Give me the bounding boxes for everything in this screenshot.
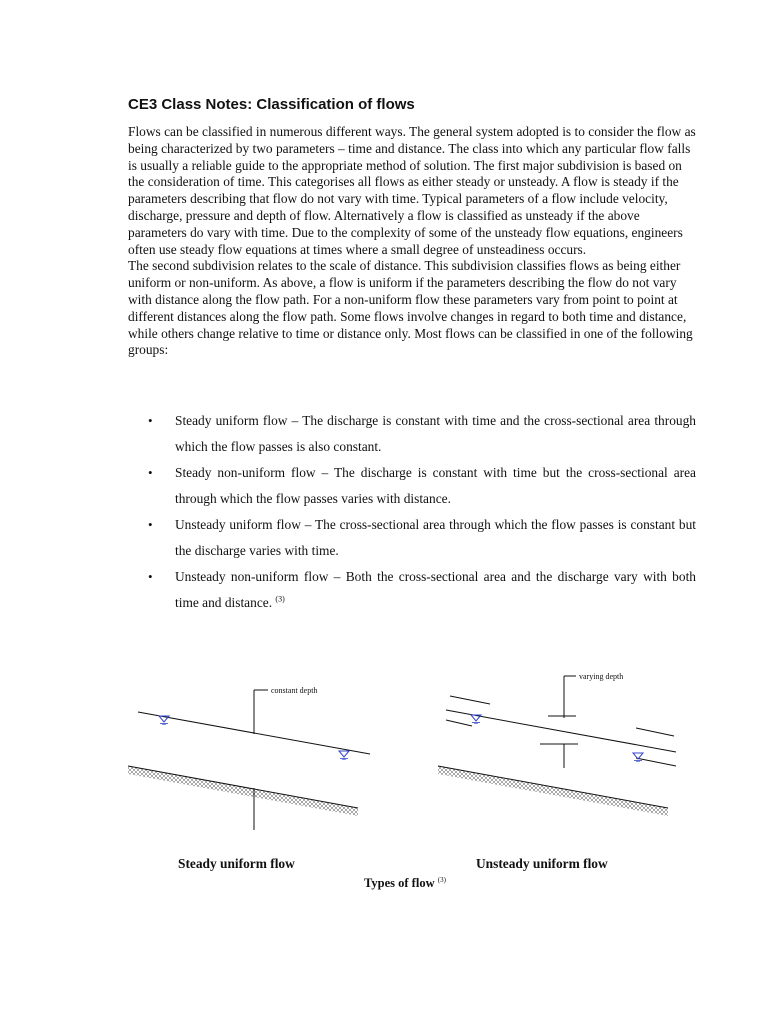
caption-unsteady-uniform: Unsteady uniform flow (476, 856, 608, 871)
water-surface-icon (339, 751, 349, 760)
bullet-icon: • (148, 465, 153, 480)
water-surface-icon (471, 715, 481, 724)
unsteady-uniform-diagram (438, 672, 676, 816)
list-item (128, 408, 696, 460)
list-item (128, 512, 696, 564)
list-item (128, 564, 696, 616)
figure-caption-text: Types of flow (364, 876, 435, 891)
list-item-text: Unsteady non-uniform flow – Both the cross-sectional area and the discharge vary with both time and distance. (175, 569, 696, 610)
water-surface-line (446, 720, 472, 726)
document-title: CE3 Class Notes: Classification of flows (128, 96, 415, 113)
channel-bed (438, 766, 668, 816)
paragraph-time-classification: Flows can be classified in numerous different ways. The general system adopted is to consider the flow as being characterized by two parameters – time and distance. The class into which any particular flow falls is usually a reliable guide to the appropriate method of solution. The first major subdivision is based on the consideration of time. This categorises all flows as either steady or unsteady. A flow is steady if the parameters describing that flow do not vary with time. Typical parameters of a flow include velocity, discharge, pressure and depth of flow. Alternatively a flow is classified as unsteady if the above parameters do vary with time. Due to the complexity of some of the unsteady flow equations, engineers often use steady flow equations at times where a small degree of unsteadiness occurs. (128, 124, 696, 257)
water-surface-line (636, 728, 674, 736)
bullet-icon: • (148, 569, 153, 584)
list-item-text: Steady non-uniform flow – The discharge is constant with time but the cross-sectional area through which the flow passes varies with distance. (175, 465, 696, 506)
varying-depth-label: varying depth (579, 672, 624, 681)
list-item-text: Steady uniform flow – The discharge is constant with time and the cross-sectional area through which the flow passes is also constant. (175, 413, 696, 454)
flow-types-figure (128, 660, 690, 860)
body-text (128, 124, 700, 359)
figure-caption (364, 872, 446, 891)
paragraph-distance-classification: The second subdivision relates to the scale of distance. This subdivision classifies flows as being either uniform or non-uniform. As above, a flow is uniform if the parameters describing the flow do not vary with distance along the flow path. For a non-uniform flow these parameters vary from point to point at different distances along the flow path. Some flows involve changes in regard to both time and distance, while others change relative to time or distance only. Most flows can be classified in one of the following groups: (128, 258, 693, 358)
water-surface-icon (159, 716, 169, 725)
channel-bed (128, 766, 358, 816)
reference-marker: (3) (437, 876, 446, 884)
water-surface-line (450, 696, 490, 704)
water-surface-icon (633, 753, 643, 762)
reference-marker: (3) (275, 594, 285, 604)
bullet-icon: • (148, 517, 153, 532)
water-surface-line (636, 758, 676, 766)
caption-steady-uniform: Steady uniform flow (178, 856, 295, 871)
channel-bed-line (128, 766, 358, 808)
flow-groups-list (128, 408, 696, 616)
list-item-text: Unsteady uniform flow – The cross-sectional area through which the flow passes is constant but the discharge varies with time. (175, 517, 696, 558)
bullet-icon: • (148, 413, 153, 428)
list-item (128, 460, 696, 512)
channel-bed-line (438, 766, 668, 808)
constant-depth-label: constant depth (271, 686, 318, 695)
steady-uniform-diagram (128, 686, 370, 830)
